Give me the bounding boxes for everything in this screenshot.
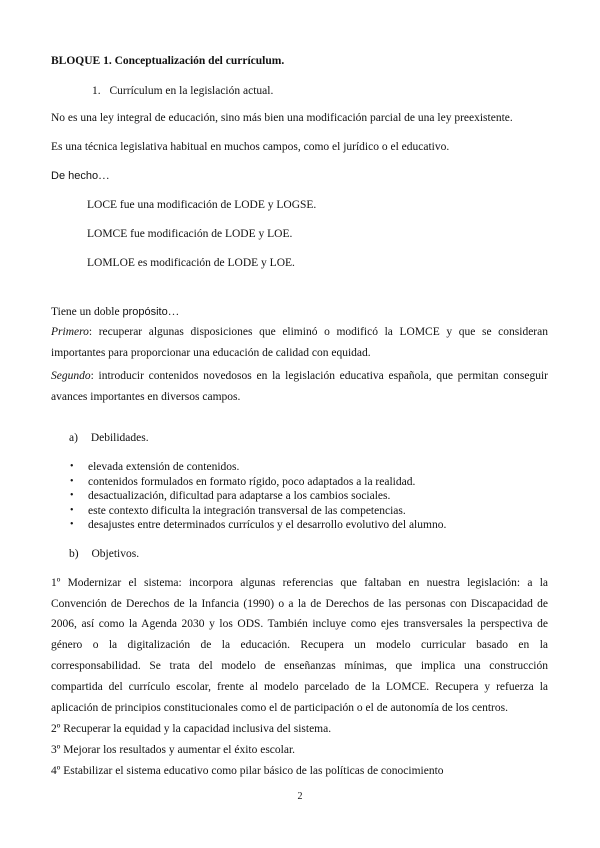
bullet-icon: • (70, 490, 74, 501)
bullet-icon: • (70, 519, 74, 530)
primero-line-1 (51, 325, 548, 339)
list-item-text: desactualización, dificultad para adaptarse a los cambios sociales. (88, 490, 391, 502)
primero-line-2: importantes para proporcionar una educación de calidad con equidad. (51, 347, 371, 359)
objective-1-line: género o la digitalización de la educación. Recupera un modelo curricular basado en la (51, 639, 548, 651)
section-b-marker: b) (69, 548, 79, 560)
example-lomloe: LOMLOE es modificación de LODE y LOE. (87, 257, 295, 269)
intro-paragraph-1: No es una ley integral de educación, sino más bien una modificación parcial de una ley preexistente. (51, 112, 513, 124)
section-a-title: Debilidades. (90, 432, 149, 444)
section-a-heading (69, 431, 149, 445)
bullet-icon: • (70, 505, 74, 516)
section-1-number: 1. (92, 85, 101, 97)
objective-1-line: aplicación de principios constitucionales como el de participación o el de autonomía de los centros. (51, 702, 508, 714)
objective-1-line: Convención de Derechos de la Infancia (1990) o a la de Derechos de las personas con Discapacidad de (51, 598, 548, 610)
de-hecho-line (51, 169, 110, 183)
bullet-icon: • (70, 461, 74, 472)
list-item-text: este contexto dificulta la integración transversal de las competencias. (88, 505, 406, 517)
objective-3: 3º Mejorar los resultados y aumentar el éxito escolar. (51, 744, 296, 756)
segundo-line-2: avances importantes en diversos campos. (51, 391, 241, 403)
section-1-heading (92, 84, 273, 98)
objective-1-line: corresponsabilidad. Se trata del modelo de enseñanzas mínimas, que implica una construcción (51, 660, 548, 672)
bullet-icon: • (70, 476, 74, 487)
purpose-line (51, 305, 179, 319)
list-item-text: contenidos formulados en formato rígido, poco adaptados a la realidad. (88, 476, 416, 488)
primero-text-1: : recuperar algunas disposiciones que eliminó o modificó la LOMCE y que se consideran (88, 326, 548, 338)
segundo-text-1: : introducir contenidos novedosos en la legislación educativa española, que permitan conseguir (90, 370, 548, 382)
purpose-ellipsis: … (167, 306, 180, 318)
purpose-prefix: Tiene un doble (51, 306, 123, 318)
objective-4: 4º Estabilizar el sistema educativo como pilar básico de las políticas de conocimiento (51, 765, 444, 777)
objective-1-line: 1º Modernizar el sistema: incorpora algunas referencias que faltaban en nuestra legislación: a la (51, 577, 548, 589)
section-b-heading (69, 547, 139, 561)
objective-1-line: 2006, así como la Agenda 2030 y los ODS. También incluye como ejes transversales la perspectiva de (51, 618, 548, 630)
section-a-marker: a) (69, 432, 78, 444)
primero-label: Primero (51, 326, 89, 338)
de-hecho-ellipsis: … (98, 170, 110, 182)
list-item-text: desajustes entre determinados currículos y el desarrollo evolutivo del alumno. (88, 519, 447, 531)
intro-paragraph-2: Es una técnica legislativa habitual en muchos campos, como el jurídico o el educativo. (51, 141, 450, 153)
segundo-line-1 (51, 369, 548, 383)
example-lomce: LOMCE fue modificación de LODE y LOE. (87, 228, 293, 240)
segundo-label: Segundo (51, 370, 91, 382)
objective-2: 2º Recuperar la equidad y la capacidad inclusiva del sistema. (51, 723, 332, 735)
section-1-title: Currículum en la legislación actual. (109, 85, 274, 97)
purpose-word: propósito (122, 306, 168, 318)
list-item-text: elevada extensión de contenidos. (88, 461, 240, 473)
objective-1-line: compartida del currículo escolar, frente al modelo parcelado de la LOMCE. Recupera y refuerza la (51, 681, 548, 693)
example-loce: LOCE fue una modificación de LODE y LOGSE. (87, 199, 317, 211)
de-hecho-label: De hecho (51, 170, 99, 182)
page-number: 2 (297, 791, 303, 802)
block-title: BLOQUE 1. Conceptualización del currículum. (51, 55, 285, 67)
section-b-title: Objetivos. (91, 548, 140, 560)
